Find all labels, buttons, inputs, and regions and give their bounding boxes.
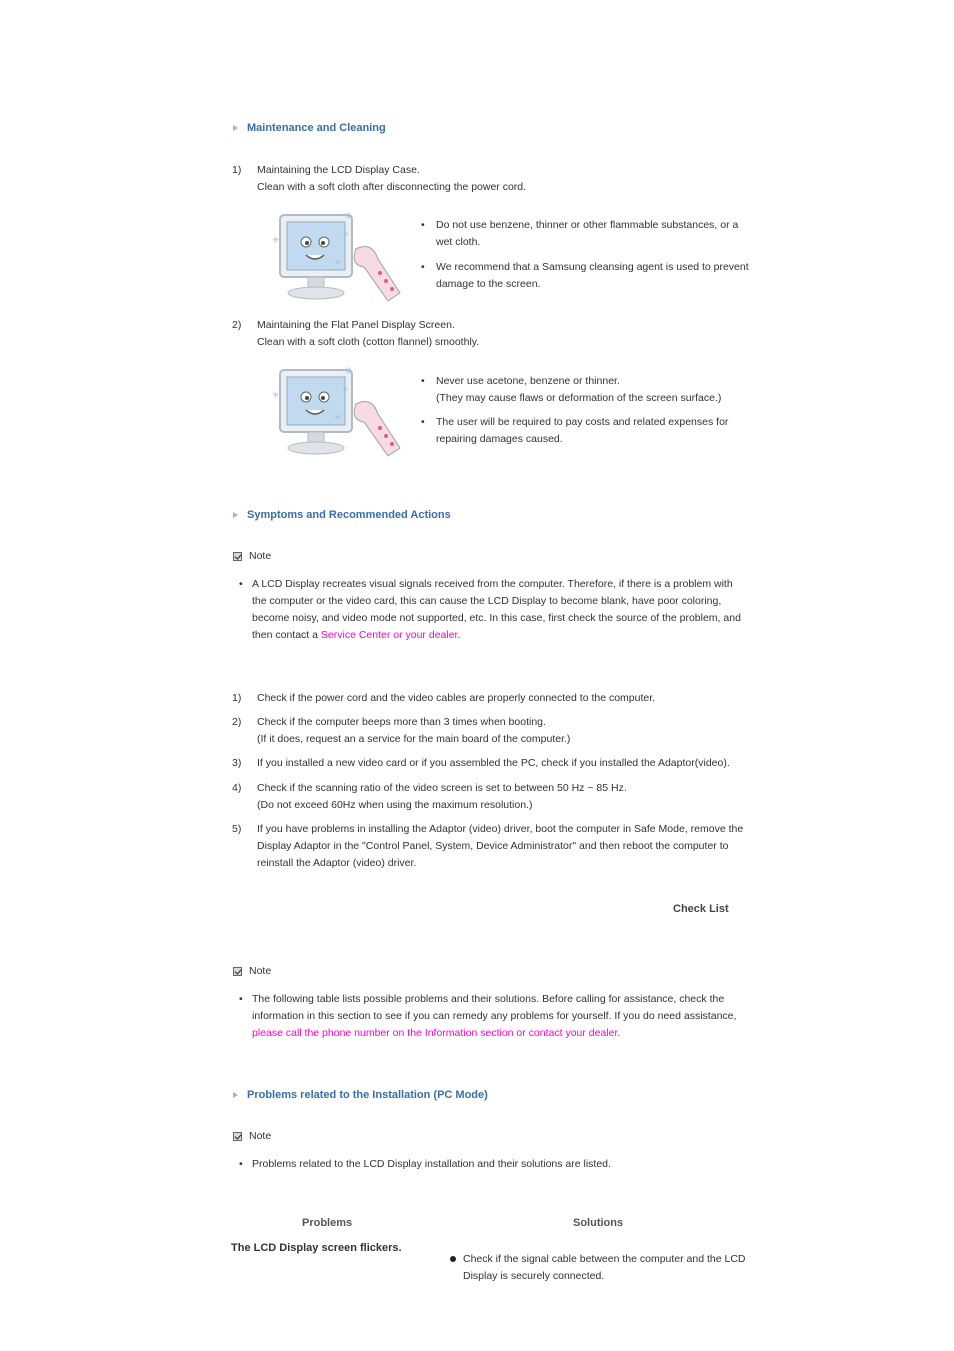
- note-text: Note: [249, 1130, 272, 1142]
- item-line: Clean with a soft cloth after disconnecting the power cord.: [257, 181, 527, 193]
- note-label: [233, 965, 271, 977]
- note-check-icon: [233, 1132, 242, 1141]
- check-line: Check if the power cord and the video cables are properly connected to the computer.: [257, 692, 656, 704]
- svg-text:✳: ✳: [342, 385, 349, 394]
- bullet: •: [239, 993, 243, 1005]
- note-label: [233, 1130, 271, 1142]
- text-span: .: [617, 1027, 621, 1039]
- paragraph-line: become noisy, and video mode not supported, etc. In this case, first check the source of the problem, and: [252, 612, 741, 624]
- bullet: •: [421, 261, 425, 273]
- svg-text:✳: ✳: [342, 230, 349, 239]
- note-label: [233, 550, 271, 562]
- section-title-text: Symptoms and Recommended Actions: [247, 509, 451, 521]
- item-number: 2): [232, 319, 242, 331]
- arrow-right-icon: [233, 512, 238, 518]
- paragraph-line: A LCD Display recreates visual signals received from the computer. Therefore, if there is a problem with: [252, 578, 733, 590]
- bullet-line: Do not use benzene, thinner or other flammable substances, or a: [436, 219, 739, 231]
- monitor-cleaning-illustration: [268, 362, 406, 458]
- check-line: (Do not exceed 60Hz when using the maximum resolution.): [257, 799, 533, 811]
- arrow-right-icon: [233, 125, 238, 131]
- section-title-maintenance: [232, 122, 386, 134]
- section-title-text: Problems related to the Installation (PC Mode): [247, 1089, 488, 1101]
- bullet-line: Never use acetone, benzene or thinner.: [436, 375, 620, 387]
- svg-text:✳: ✳: [334, 258, 341, 267]
- section-title-installation: [232, 1089, 488, 1101]
- bullet: •: [239, 578, 243, 590]
- item-line: Clean with a soft cloth (cotton flannel) smoothly.: [257, 336, 480, 348]
- solution-line: Check if the signal cable between the computer and the LCD: [463, 1253, 746, 1265]
- item-text: [257, 317, 479, 351]
- bullet-line: wet cloth.: [436, 236, 481, 248]
- bullet-text: [436, 414, 728, 448]
- section-title-symptoms: [232, 509, 451, 521]
- item-line: Maintaining the Flat Panel Display Screen.: [257, 319, 455, 331]
- check-number: 4): [232, 782, 242, 794]
- bullet-line: (They may cause flaws or deformation of the screen surface.): [436, 392, 722, 404]
- monitor-cleaning-illustration: [268, 207, 406, 303]
- svg-text:✳: ✳: [344, 211, 353, 222]
- section-title-text: Maintenance and Cleaning: [247, 122, 386, 134]
- check-line: (If it does, request an a service for the main board of the computer.): [257, 733, 571, 745]
- check-line: Display Adaptor in the "Control Panel, System, Device Administrator" and then reboot the computer to: [257, 840, 729, 852]
- svg-text:✳: ✳: [344, 366, 353, 377]
- check-text: [257, 714, 570, 748]
- table-header-solutions: Solutions: [573, 1217, 624, 1229]
- check-number: 2): [232, 716, 242, 728]
- item-text: [257, 162, 526, 196]
- note-text: Note: [249, 965, 272, 977]
- check-line: If you installed a new video card or if you assembled the PC, check if you installed the Adaptor(video).: [257, 757, 730, 769]
- bullet-line: The user will be required to pay costs and related expenses for: [436, 416, 729, 428]
- bullet-text: [436, 217, 738, 251]
- solution-line: Display is securely connected.: [463, 1270, 605, 1282]
- text-span: .: [457, 629, 461, 641]
- note-paragraph: [252, 576, 741, 644]
- bullet: •: [239, 1158, 243, 1170]
- check-list-title: Check List: [673, 903, 729, 915]
- item-line: Maintaining the LCD Display Case.: [257, 164, 420, 176]
- check-number: 3): [232, 757, 242, 769]
- check-text: [257, 780, 627, 814]
- check-line: If you have problems in installing the Adaptor (video) driver, boot the computer in Safe Mode, remove the: [257, 823, 744, 835]
- paragraph-line: the computer or the video card, this can cause the LCD Display to become blank, have poor coloring,: [252, 595, 722, 607]
- svg-text:✳: ✳: [334, 413, 341, 422]
- note-paragraph: [252, 991, 736, 1042]
- bullet-text: [436, 373, 721, 407]
- check-number: 1): [232, 692, 242, 704]
- table-header-problems: Problems: [302, 1217, 353, 1229]
- installation-note-text: Problems related to the LCD Display installation and their solutions are listed.: [252, 1158, 611, 1170]
- table-row-problem: The LCD Display screen flickers.: [231, 1242, 402, 1254]
- check-text: [257, 690, 655, 707]
- service-center-link[interactable]: Service Center or your dealer: [320, 629, 458, 641]
- paragraph-line: information in this section to see if you can remedy any problems for yourself. If you do need assistance,: [252, 1010, 737, 1022]
- bullet-line: repairing damages caused.: [436, 433, 563, 445]
- check-number: 5): [232, 823, 242, 835]
- note-check-icon: [233, 552, 242, 561]
- paragraph-line: [252, 627, 741, 644]
- table-row-solution: [463, 1251, 746, 1285]
- contact-dealer-link[interactable]: please call the phone number on the Information section or contact your dealer: [252, 1027, 618, 1039]
- note-text: Note: [249, 550, 272, 562]
- bullet-line: damage to the screen.: [436, 278, 541, 290]
- svg-text:✳: ✳: [272, 390, 280, 400]
- arrow-right-icon: [233, 1092, 238, 1098]
- paragraph-line: The following table lists possible problems and their solutions. Before calling for assistance, check the: [252, 993, 725, 1005]
- item-number: 1): [232, 164, 242, 176]
- check-line: reinstall the Adaptor (video) driver.: [257, 857, 417, 869]
- check-text: [257, 821, 743, 872]
- check-line: Check if the scanning ratio of the video screen is set to between 50 Hz ~ 85 Hz.: [257, 782, 627, 794]
- bullet-text: [436, 259, 749, 293]
- svg-text:✳: ✳: [272, 235, 280, 245]
- check-text: [257, 755, 730, 772]
- bullet: •: [421, 219, 425, 231]
- bullet: •: [421, 416, 425, 428]
- note-check-icon: [233, 967, 242, 976]
- bullet: •: [421, 375, 425, 387]
- bullet-line: We recommend that a Samsung cleansing agent is used to prevent: [436, 261, 749, 273]
- text-span: then contact a: [252, 629, 321, 641]
- solution-bullet-icon: [450, 1256, 456, 1262]
- check-line: Check if the computer beeps more than 3 times when booting.: [257, 716, 546, 728]
- paragraph-line: [252, 1025, 736, 1042]
